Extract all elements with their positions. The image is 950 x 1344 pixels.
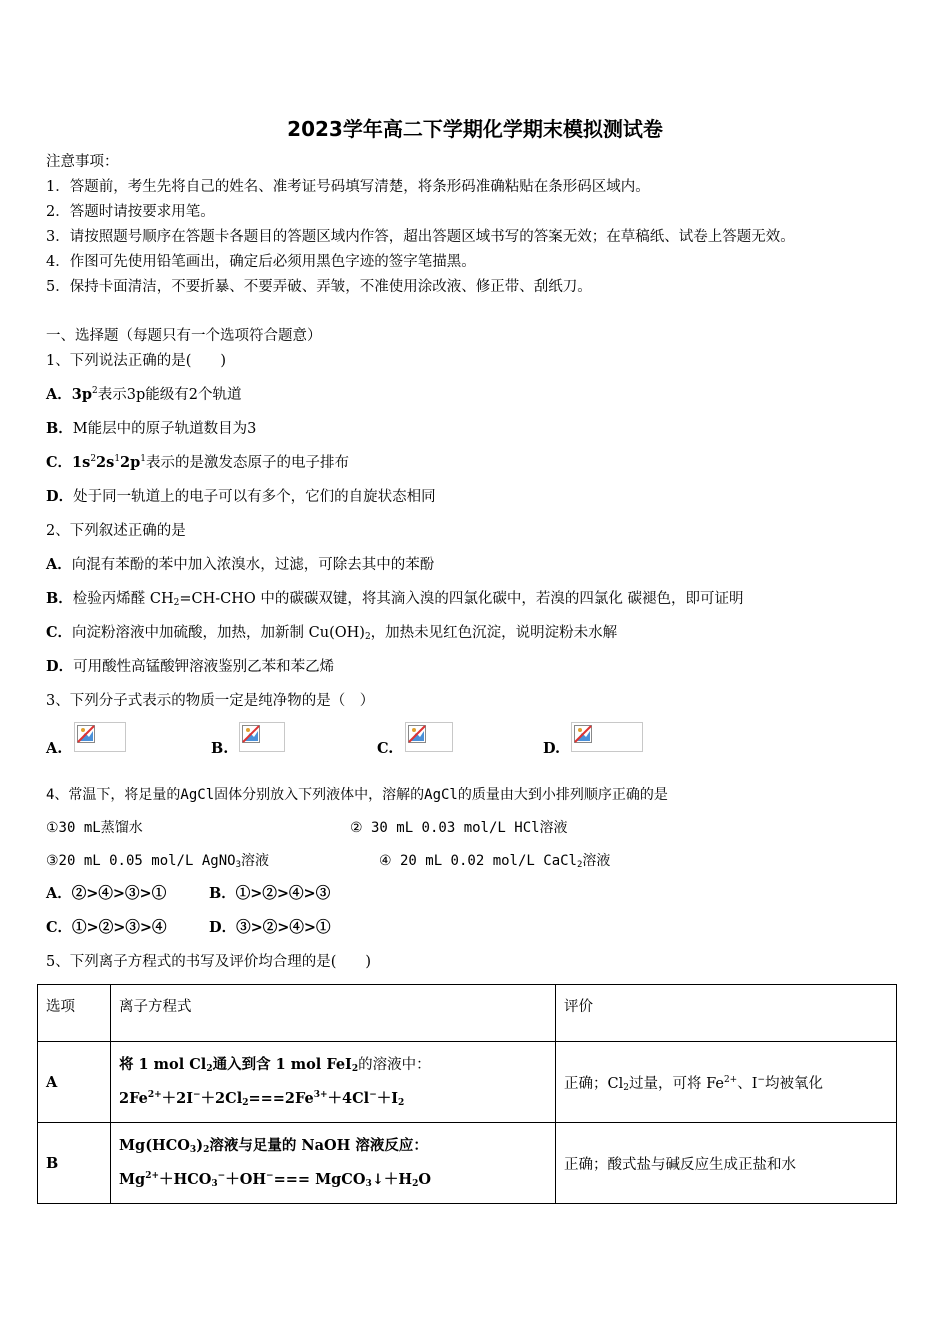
notice-item: 4．作图可先使用铅笔画出，确定后必须用黑色字迹的签字笔描黑。 [46,254,476,270]
table-row [38,1123,897,1204]
notice-item: 5．保持卡面清洁，不要折暴、不要弄破、弄皱，不准使用涂改液、修正带、刮纸刀。 [46,279,592,295]
notice-item: 3．请按照题号顺序在答题卡各题目的答题区域内作答，超出答题区域书写的答案无效；在草稿纸、试卷上答题无效。 [46,229,795,245]
q1-option-d: D．处于同一轨道上的电子可以有多个，它们的自旋状态相同 [46,488,436,505]
notice-item: 1．答题前，考生先将自己的姓名、准考证号码填写清楚，将条形码准确粘贴在条形码区域内。 [46,179,650,195]
q4-liquid-4: ④ 20 mL 0.02 mol/L CaCl$_2$溶液 [379,853,611,870]
table-header-cell: 评价 [556,985,897,1042]
q1-option-b: B．M能层中的原子轨道数目为3 [46,420,257,437]
broken-image-icon [571,722,643,752]
broken-image-icon [405,722,453,752]
table-cell-option: A [38,1042,111,1123]
table-header-cell: 离子方程式 [111,985,556,1042]
section-heading: 一、选择题（每题只有一个选项符合题意） [46,328,322,344]
q2-option-b: B．检验丙烯醛 $CH_2=CH$-CHO 中的碳碳双键，将其滴入溴的四氯化碳中，若溴的四氯化 碳褪色，即可证明 [46,590,744,608]
page-title: 2023学年高二下学期化学期末模拟测试卷 [287,117,663,141]
question-4-stem: 4、常温下，将足量的AgCl固体分别放入下列液体中，溶解的AgCl的质量由大到小排列顺序正确的是 [46,787,668,803]
table-header-cell: 选项 [38,985,111,1042]
table-cell-equation: $Mg(HCO_3)_2$溶液与足量的 NaOH 溶液反应： $Mg^{2+}+HCO_3^-+OH^-===$ $MgCO_3↓+H_2O$ [111,1123,556,1204]
q4-option-a: A．②>④>③>① [46,885,167,902]
q4-liquid-1: ①30 mL蒸馏水 [46,820,143,836]
q4-option-c: C．①>②>③>④ [46,919,167,936]
q4-option-d: D．③>②>④>① [209,919,331,936]
question-2-stem: 2、下列叙述正确的是 [46,523,186,539]
q4-liquid-3: ③20 mL 0.05 mol/L AgNO$_3$溶液 [46,853,269,870]
question-5-stem: 5、下列离子方程式的书写及评价均合理的是( ) [46,954,372,970]
notice-heading: 注意事项： [46,154,119,170]
q2-option-a: A．向混有苯酚的苯中加入浓溴水，过滤，可除去其中的苯酚 [46,556,435,573]
table-cell-evaluation: 正确；$Cl_2$过量，可将 $Fe^{2+}$、I−均被氧化 [556,1042,897,1123]
table-header-row [38,985,897,1042]
question-1-stem: 1、下列说法正确的是( ) [46,353,227,369]
q4-liquid-2: ② 30 mL 0.03 mol/L HCl溶液 [350,820,568,836]
table-cell-option: B [38,1123,111,1204]
q1-option-a: A．$3p^2$表示3p能级有2个轨道 [46,386,242,403]
notice-item: 2．答题时请按要求用笔。 [46,204,215,220]
q1-option-c: C．$1s^22s^12p^1$表示的是激发态原子的电子排布 [46,454,350,471]
q2-option-d: D．可用酸性高锰酸钾溶液鉴别乙苯和苯乙烯 [46,658,335,675]
q4-option-b: B．①>②>④>③ [209,885,331,902]
broken-image-icon [239,722,285,752]
question-3-stem: 3、下列分子式表示的物质一定是纯净物的是（ ） [46,693,375,709]
table-row [38,1042,897,1123]
q5-table [37,984,897,1204]
table-cell-evaluation: 正确；酸式盐与碱反应生成正盐和水 [556,1123,897,1204]
q2-option-c: C．向淀粉溶液中加硫酸，加热，加新制 $Cu(OH)_2$，加热未见红色沉淀，说明淀粉未水解 [46,624,618,642]
broken-image-icon [74,722,126,752]
table-cell-equation: 将 1 mol $Cl_2$通入到含 1 mol FeI$_2$的溶液中： $2Fe^{2+}+2I^-+2Cl_2===2Fe^{3+}+4Cl^-+I_2$ [111,1042,556,1123]
